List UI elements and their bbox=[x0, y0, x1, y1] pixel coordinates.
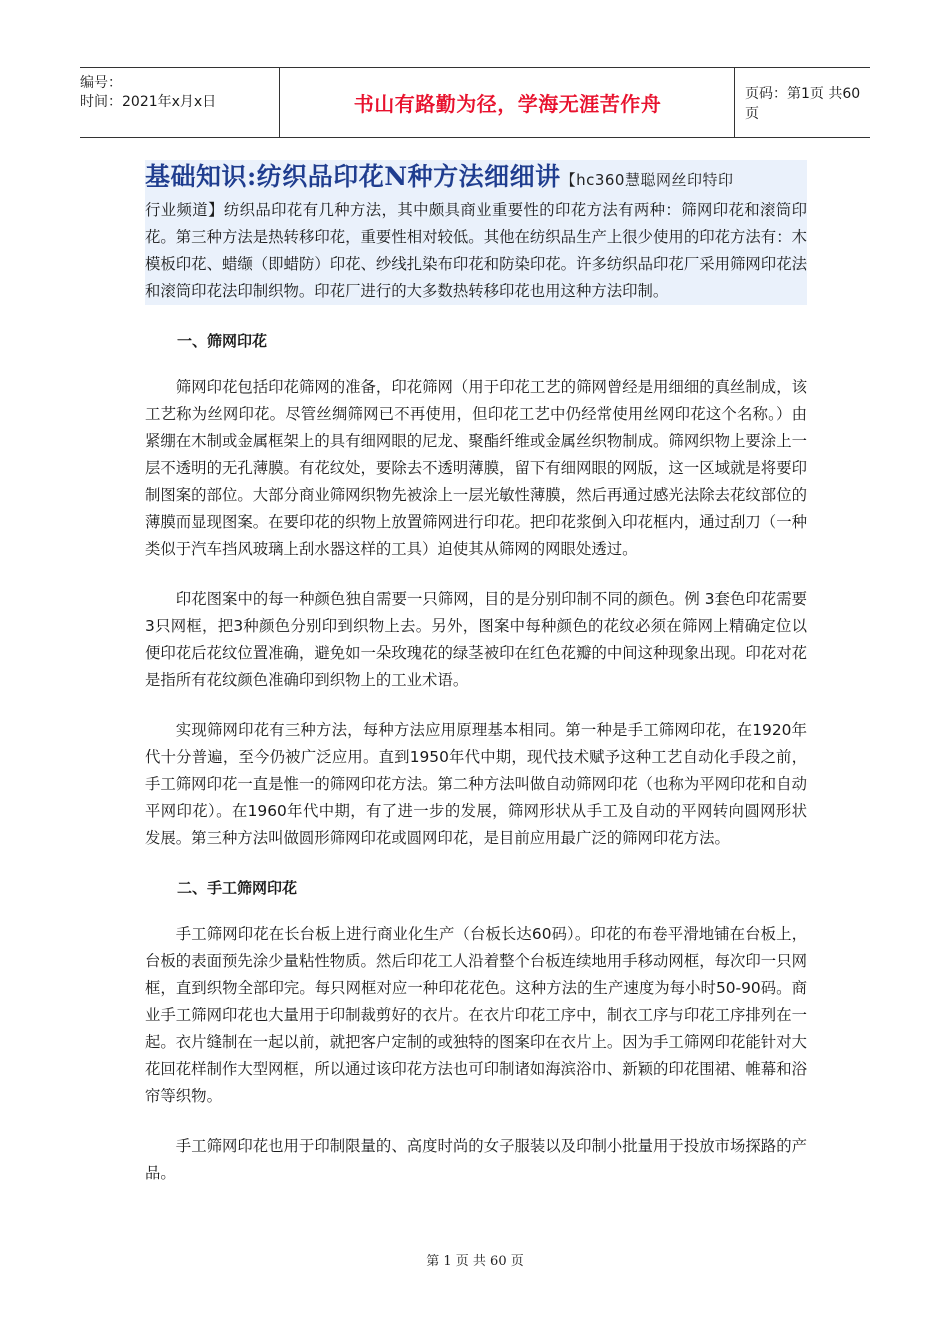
section1-paragraph-1: 筛网印花包括印花筛网的准备，印花筛网（用于印花工艺的筛网曾经是用细细的真丝制成，该工艺称为丝网印花。尽管丝绸筛网已不再使用，但印花工艺中仍经常使用丝网印花这个名称。）由紧绷在木制或金属框架上的具有细网眼的尼龙、聚酯纤维或金属丝织物制成。筛网织物上要涂上一层不透明的无孔薄膜。有花纹处，要除去不透明薄膜，留下有细网眼的网版，这一区域就是将要印制图案的部位。大部分商业筛网织物先被涂上一层光敏性薄膜，然后再通过感光法除去花纹部位的薄膜而显现图案。在要印花的织物上放置筛网进行印花。把印花浆倒入印花框内，通过刮刀（一种类似于汽车挡风玻璃上刮水器这样的工具）迫使其从筛网的网眼处透过。 bbox=[145, 378, 807, 558]
header-page-cell bbox=[735, 68, 870, 137]
section-heading-1: 一、筛网印花 bbox=[177, 332, 268, 350]
intro-paragraph: 行业频道】纺织品印花有几种方法，其中颇具商业重要性的印花方法有两种：筛网印花和滚筒印花。第三种方法是热转移印花，重要性相对较低。其他在纺织品生产上很少使用的印花方法有：木模板印花、蜡缬（即蜡防）印花、纱线扎染布印花和防染印花。许多纺织品印花厂采用筛网印花法和滚筒印花法印制织物。印花厂进行的大多数热转移印花也用这种方法印制。 bbox=[145, 201, 807, 300]
document-header bbox=[80, 67, 870, 138]
intro-block bbox=[145, 160, 807, 305]
section-heading-2: 二、手工筛网印花 bbox=[177, 879, 298, 897]
page-footer bbox=[0, 1250, 950, 1269]
footer-page-number: 第 1 页 共 60 页 bbox=[426, 1254, 524, 1269]
header-motto-cell bbox=[281, 68, 735, 137]
article-title: 基础知识:纺织品印花N种方法细细讲 bbox=[145, 162, 561, 191]
date-label: 时间：2021年x月x日 bbox=[80, 94, 217, 110]
title-line bbox=[145, 160, 807, 197]
section2-paragraph-2: 手工筛网印花也用于印制限量的、高度时尚的女子服装以及印制小批量用于投放市场探路的产品。 bbox=[145, 1137, 807, 1182]
article bbox=[145, 160, 807, 1187]
page-info: 页码：第1页 共60页 bbox=[745, 85, 861, 122]
header-meta bbox=[80, 68, 280, 137]
section1-paragraph-2: 印花图案中的每一种颜色独自需要一只筛网，目的是分别印制不同的颜色。例 3套色印花需要3只网框，把3种颜色分别印到织物上去。另外，图案中每种颜色的花纹必须在筛网上精确定位以便印花后花纹位置准确，避免如一朵玫瑰花的绿茎被印在红色花瓣的中间这种现象出现。印花对花是指所有花纹颜色准确印到织物上的工业术语。 bbox=[145, 590, 807, 689]
number-label: 编号： bbox=[80, 75, 122, 91]
title-source: 【hc360慧聪网丝印特印 bbox=[560, 171, 734, 189]
section2-paragraph-1: 手工筛网印花在长台板上进行商业化生产（台板长达60码）。印花的布卷平滑地铺在台板上，台板的表面预先涂少量粘性物质。然后印花工人沿着整个台板连续地用手移动网框，每次印一只网框，直到织物全部印完。每只网框对应一种印花花色。这种方法的生产速度为每小时50-90码。商业手工筛网印花也大量用于印制裁剪好的衣片。在衣片印花工序中，制衣工序与印花工序排列在一起。衣片缝制在一起以前，就把客户定制的或独特的图案印在衣片上。因为手工筛网印花能针对大花回花样制作大型网框，所以通过该印花方法也可印制诸如海滨浴巾、新颖的印花围裙、帷幕和浴帘等织物。 bbox=[145, 925, 807, 1105]
motto: 书山有路勤为径，学海无涯苦作舟 bbox=[353, 92, 662, 116]
section1-paragraph-3: 实现筛网印花有三种方法，每种方法应用原理基本相同。第一种是手工筛网印花，在1920年代十分普遍，至今仍被广泛应用。直到1950年代中期，现代技术赋予这种工艺自动化手段之前，手工筛网印花一直是惟一的筛网印花方法。第二种方法叫做自动筛网印花（也称为平网印花和自动平网印花）。在1960年代中期，有了进一步的发展，筛网形状从手工及自动的平网转向圆网形状发展。第三种方法叫做圆形筛网印花或圆网印花，是目前应用最广泛的筛网印花方法。 bbox=[145, 721, 807, 847]
